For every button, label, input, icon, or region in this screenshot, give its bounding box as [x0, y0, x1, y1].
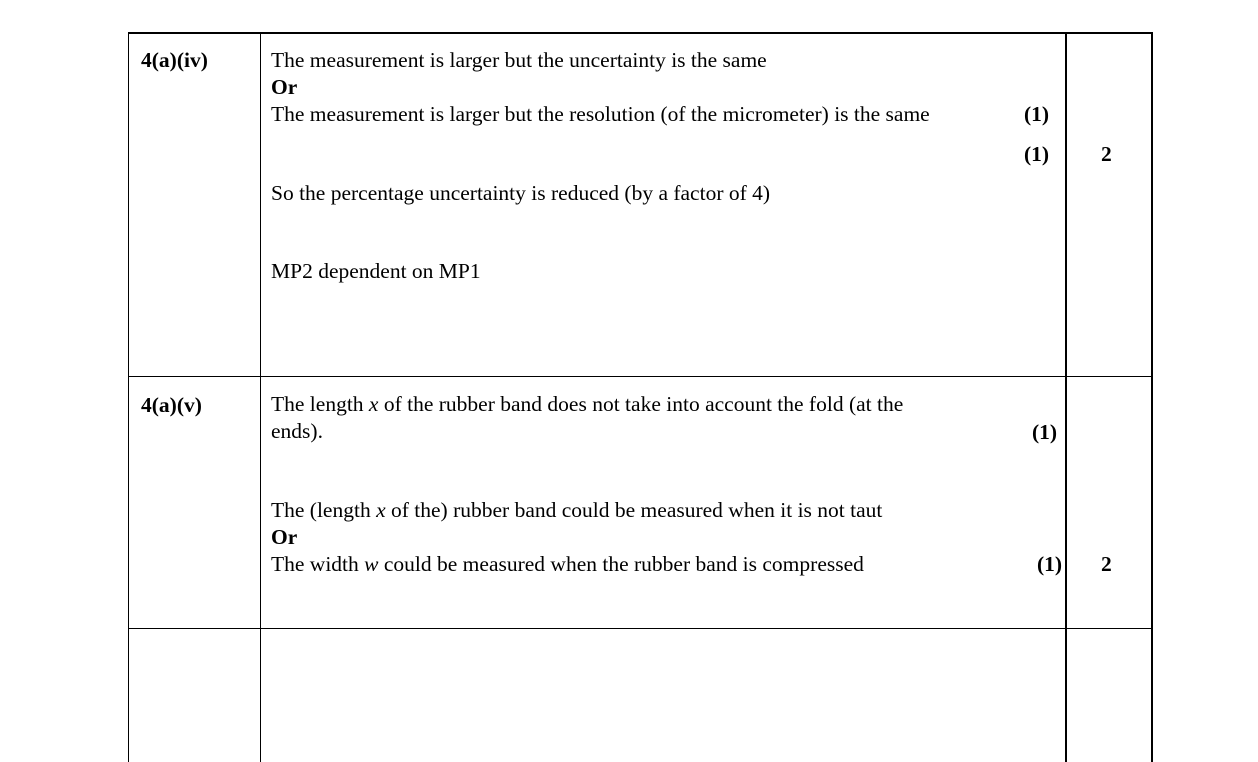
mark-point: (1): [1024, 142, 1050, 166]
variable-w: w: [364, 552, 379, 576]
mark-point: (1): [1024, 102, 1050, 126]
row-divider-1: [128, 376, 1153, 377]
column-divider-marks: [1065, 32, 1067, 762]
marking-note: MP2 dependent on MP1: [271, 259, 481, 283]
answer-line: The length x of the rubber band does not take into account the fold (at the: [271, 392, 904, 416]
table-border-top: [128, 32, 1153, 34]
answer-line: The (length x of the) rubber band could be measured when it is not taut: [271, 498, 883, 522]
mark-point: (1): [1037, 552, 1063, 576]
answer-line: The measurement is larger but the uncertainty is the same: [271, 48, 767, 72]
answer-line: The measurement is larger but the resolution (of the micrometer) is the same: [271, 102, 930, 126]
total-marks: 2: [1101, 142, 1112, 166]
total-marks: 2: [1101, 552, 1112, 576]
or-connector: Or: [271, 75, 298, 99]
or-connector: Or: [271, 525, 298, 549]
answer-line: ends).: [271, 419, 323, 443]
column-divider-label: [260, 32, 261, 762]
table-border-right: [1151, 32, 1153, 762]
answer-line: So the percentage uncertainty is reduced (by a factor of 4): [271, 181, 771, 205]
table-border-left: [128, 32, 129, 762]
mark-point: (1): [1032, 420, 1058, 444]
variable-x: x: [368, 392, 379, 416]
question-number: 4(a)(v): [141, 393, 202, 417]
answer-line: The width w could be measured when the rubber band is compressed: [271, 552, 864, 576]
row-divider-2: [128, 628, 1153, 629]
question-number: 4(a)(iv): [141, 48, 208, 72]
variable-x: x: [376, 498, 386, 522]
